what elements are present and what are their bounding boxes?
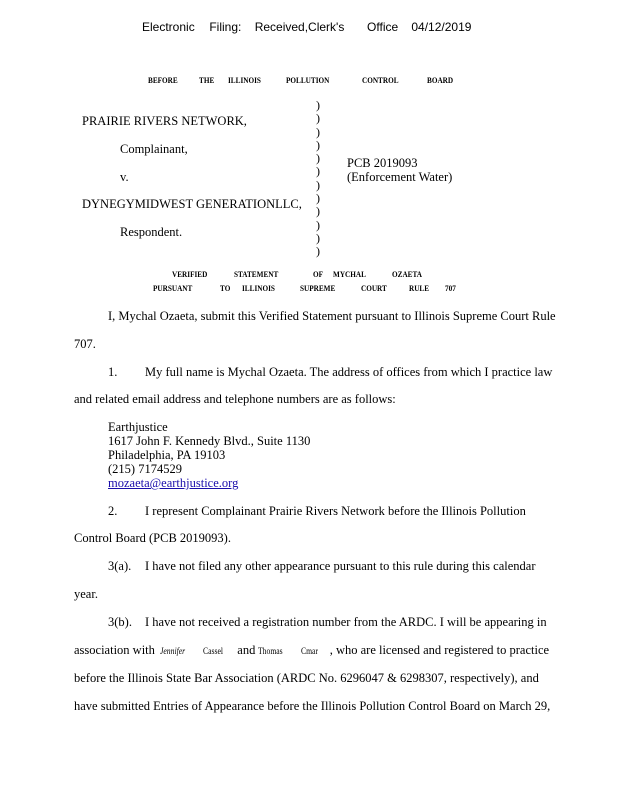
stamp-word: Received,Clerk's	[254, 20, 345, 34]
statement-title-word: OF	[313, 269, 324, 279]
paren: )	[316, 191, 320, 206]
attorney-name: Jennifer	[160, 646, 186, 656]
para2-line: Control Board (PCB 2019093).	[74, 531, 231, 545]
para3b-line: I have not received a registration number from the ARDC. I will be appearing in	[145, 615, 547, 629]
paren: )	[316, 164, 320, 179]
statement-title-word: ILLINOIS	[242, 283, 275, 293]
para1-line: My full name is Mychal Ozaeta. The address of offices from which I practice law	[145, 365, 553, 379]
board-heading-word: BEFORE	[148, 75, 178, 85]
paren: )	[316, 151, 320, 166]
statement-title-word: SUPREME	[300, 283, 336, 293]
paren: )	[316, 204, 320, 219]
para-number: 1.	[108, 365, 118, 379]
case-type: (Enforcement Water)	[347, 170, 453, 184]
board-heading-word: POLLUTION	[286, 75, 330, 85]
para-number: 2.	[108, 504, 118, 518]
para3b-text: association with	[74, 643, 155, 657]
para2-line: I represent Complainant Prairie Rivers Network before the Illinois Pollution	[145, 504, 526, 518]
statement-title-word: OZAETA	[392, 269, 422, 279]
address-org: Earthjustice	[108, 420, 168, 434]
para3b-text: , who are licensed and registered to practice	[329, 643, 550, 657]
versus: v.	[120, 170, 129, 184]
para-number: 3(a).	[108, 559, 132, 573]
paren: )	[316, 177, 320, 192]
paren: )	[316, 230, 320, 245]
para3b-line	[74, 643, 549, 658]
paren: )	[316, 111, 320, 126]
paren: )	[316, 244, 320, 259]
address-street: 1617 John F. Kennedy Blvd., Suite 1130	[108, 434, 311, 448]
para-number: 3(b).	[108, 615, 132, 629]
attorney-name: Thomas	[258, 646, 284, 656]
filing-stamp	[142, 20, 471, 34]
paren: )	[316, 217, 320, 232]
para3a-line: year.	[74, 587, 98, 601]
board-heading-word: BOARD	[427, 75, 454, 85]
board-heading-word: CONTROL	[362, 75, 399, 85]
statement-title-word: MYCHAL	[333, 269, 366, 279]
caption-divider	[316, 99, 326, 259]
para1-line: and related email address and telephone numbers are as follows:	[74, 392, 396, 406]
statement-title-word: COURT	[361, 283, 387, 293]
stamp-word: Electronic	[142, 20, 195, 34]
paren: )	[316, 98, 320, 112]
stamp-word: Filing:	[209, 20, 242, 34]
attorney-name: Cassel	[202, 646, 223, 656]
statement-title-word: VERIFIED	[172, 269, 208, 279]
para3b-line: have submitted Entries of Appearance before the Illinois Pollution Control Board on March 29,	[74, 699, 551, 713]
para3b-text: and	[237, 643, 256, 657]
stamp-word: Office	[367, 20, 399, 34]
statement-title-word: RULE	[409, 283, 430, 293]
board-heading-word: THE	[199, 75, 215, 85]
para3b-line: before the Illinois State Bar Association (ARDC No. 6296047 & 6298307, respectively), and	[74, 671, 539, 685]
statement-title-word: STATEMENT	[234, 269, 279, 279]
address-city: Philadelphia, PA 19103	[108, 448, 226, 462]
statement-title-word: 707	[445, 283, 456, 293]
statement-title-word: TO	[220, 283, 231, 293]
paren: )	[316, 137, 320, 152]
email-link[interactable]: mozaeta@earthjustice.org	[108, 476, 239, 490]
board-heading-word: ILLINOIS	[228, 75, 261, 85]
respondent-party: DYNEGYMIDWEST GENERATIONLLC,	[82, 197, 302, 211]
intro-line: I, Mychal Ozaeta, submit this Verified Statement pursuant to Illinois Supreme Court Rule	[108, 309, 556, 323]
stamp-date: 04/12/2019	[411, 20, 472, 34]
statement-title-word: PURSUANT	[153, 283, 193, 293]
para3a-line: I have not filed any other appearance pursuant to this rule during this calendar	[145, 559, 536, 573]
attorney-name: Cmar	[300, 646, 318, 656]
address-phone: (215) 7174529	[108, 462, 182, 476]
respondent-role: Respondent.	[120, 225, 183, 239]
paren: )	[316, 124, 320, 139]
complainant-role: Complainant,	[120, 142, 188, 156]
case-number: PCB 2019093	[347, 156, 418, 170]
complainant-party: PRAIRIE RIVERS NETWORK,	[82, 114, 247, 128]
intro-line: 707.	[74, 337, 96, 351]
